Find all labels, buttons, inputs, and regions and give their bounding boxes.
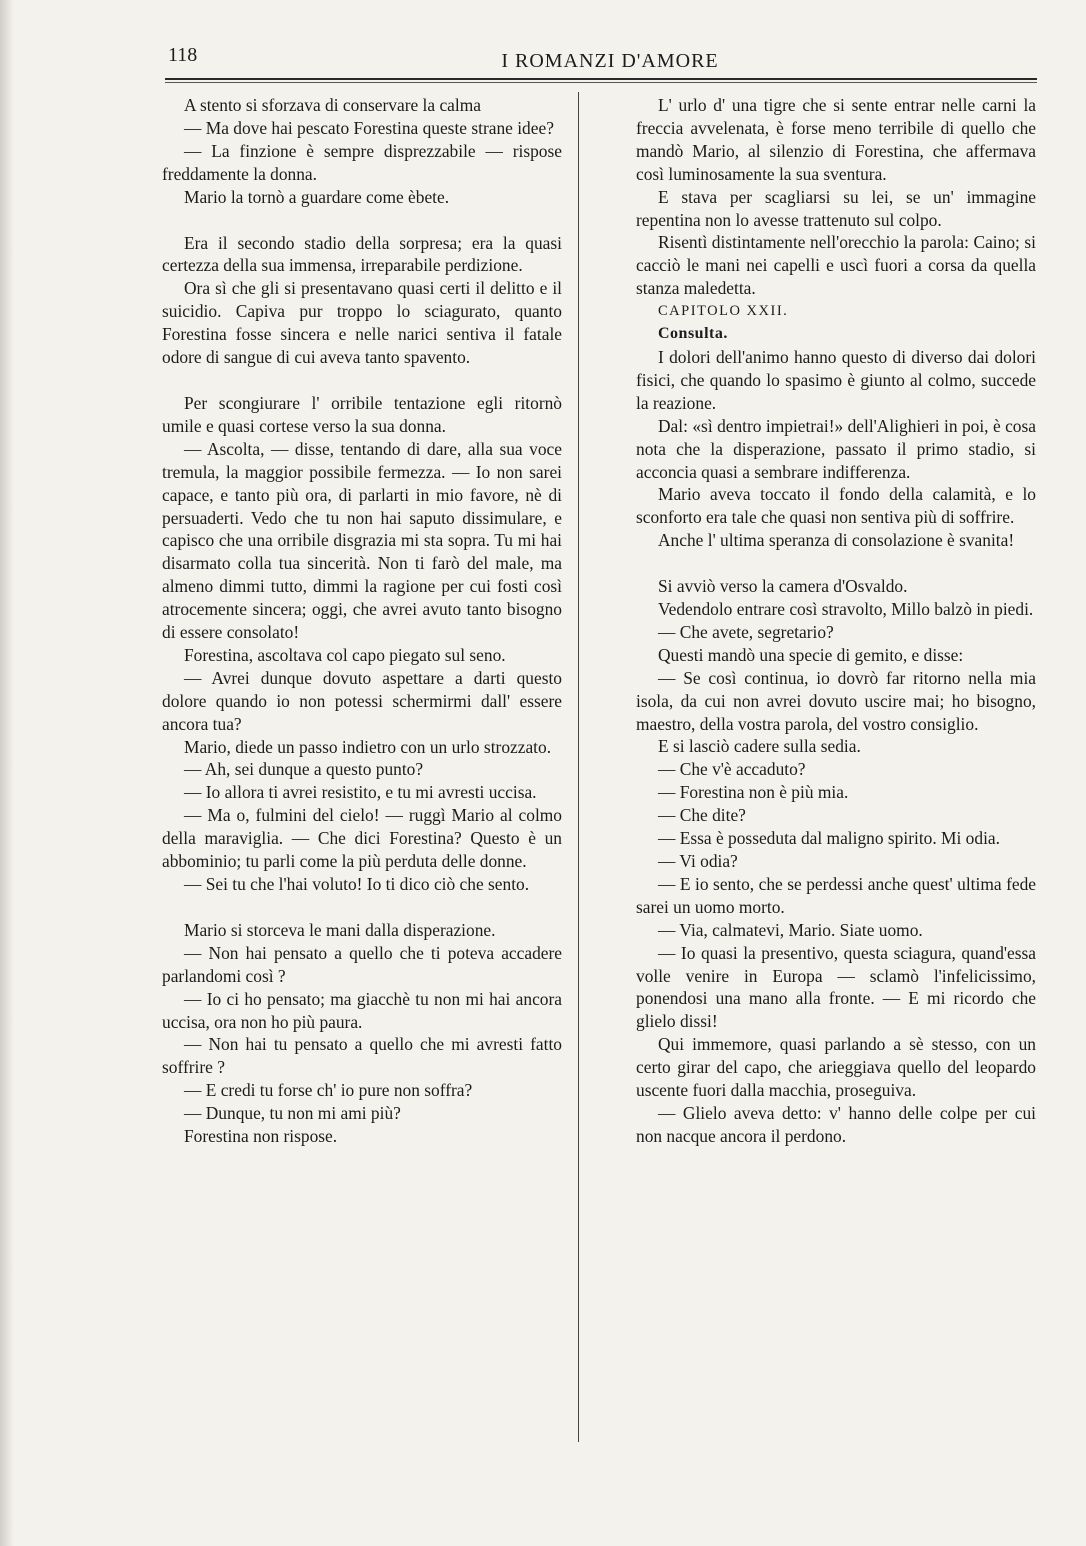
paragraph: Anche l' ultima speranza di consolazione è svanita! (658, 530, 1015, 551)
paragraph: — Forestina non è più mia. (658, 782, 849, 803)
paragraph: Era il secondo stadio della sorpresa; era la quasi certezza della sua immensa, irreparabile perdizione. (162, 232, 562, 276)
paragraph: — Io allora ti avrei resistito, e tu mi avresti uccisa. (184, 782, 537, 803)
paragraph: — Se così continua, io dovrò far ritorno nella mia isola, da cui non avrei dovuto uscire mai; ho bisogno, maestro, della vostra parola, del vostro consiglio. (636, 667, 1036, 734)
paragraph: — Dunque, tu non mi ami più? (184, 1103, 401, 1124)
paragraph: — Vi odia? (658, 851, 738, 871)
right-column-after-chapter (636, 346, 1036, 1148)
paragraph: — E io sento, che se perdessi anche quest' ultima fede sarei un uomo morto. (636, 873, 1036, 917)
right-column-before-chapter (636, 94, 1036, 300)
paragraph: Per scongiurare l' orribile tentazione egli ritornò umile e quasi cortese verso la sua donna. (162, 392, 562, 436)
header-rule-thin (165, 82, 1037, 83)
paragraph: — Che v'è accaduto? (658, 759, 806, 780)
paragraph: Dal: «sì dentro impietrai!» dell'Alighieri in poi, è cosa nota che la disperazione, passato il primo stadio, si acconcia quasi a sembrare indifferenza. (636, 415, 1036, 482)
right-column (636, 94, 1036, 1148)
paragraph: — Io ci ho pensato; ma giacchè tu non mi hai ancora uccisa, ora non ho più paura. (162, 988, 562, 1032)
paragraph: Vedendolo entrare così stravolto, Millo balzò in piedi. (658, 599, 1034, 620)
page-number: 118 (168, 44, 198, 66)
page-edge-shadow (0, 0, 14, 1546)
paragraph: — Ah, sei dunque a questo punto? (184, 759, 424, 780)
paragraph: — Via, calmatevi, Mario. Siate uomo. (658, 919, 923, 940)
chapter-label: CAPITOLO XXII. (658, 303, 789, 320)
paragraph: — Non hai pensato a quello che ti poteva accadere parlandomi così ? (162, 942, 562, 986)
paragraph: — Sei tu che l'hai voluto! Io ti dico ciò che sento. (184, 874, 530, 894)
paragraph: Mario si storceva le mani dalla disperazione. (184, 919, 496, 940)
paragraph: — Ascolta, — disse, tentando di dare, alla sua voce tremula, la maggior possibile fermezza. — Io non sarei capace, e tanto più ora, di parlarti in mio favore, nè di persuaderti. Vedo che tu non hai saputo dissimulare, e capisco che una orribile disgrazia mi sta sopra. Tu mi hai disarmato colla tua sincerità. Non ti farò del male, ma almeno dimmi tutto, dimmi la ragione per cui fosti così atrocemente sincera; oggi, che avrei avuto tanto bisogno di essere consolato! (162, 438, 562, 643)
running-title: I ROMANZI D'AMORE (501, 50, 719, 72)
paragraph: — Io quasi la presentivo, questa sciagura, quand'essa volle venire in Europa — sclamò l'infelicissimo, ponendosi una mano alla fronte. — E mi ricordo che glielo dissi! (636, 942, 1036, 1032)
paragraph: I dolori dell'animo hanno questo di diverso dai dolori fisici, che quando lo spasimo è giunto al colmo, succede la reazione. (636, 346, 1036, 413)
paragraph: — Ma o, fulmini del cielo! — ruggì Mario al colmo della maraviglia. — Che dici Forestina? Questo è un abbominio; tu parli come la più perduta delle donne. (162, 805, 562, 872)
paragraph: L' urlo d' una tigre che si sente entrar nelle carni la freccia avvelenata, è forse meno terribile di quello che mandò Mario, al silenzio di Forestina, che affermava così luminosamente la sua sventura. (636, 95, 1036, 184)
paragraph: E stava per scagliarsi su lei, se un' immagine repentina non lo avesse trattenuto sul colpo. (636, 186, 1036, 230)
paragraph: Forestina non rispose. (184, 1126, 338, 1147)
paragraph: Si avviò verso la camera d'Osvaldo. (658, 576, 908, 597)
paragraph: A stento si sforzava di conservare la calma (184, 95, 481, 115)
paragraph: E si lasciò cadere sulla sedia. (658, 736, 861, 757)
paragraph: Risentì distintamente nell'orecchio la parola: Caino; si cacciò le mani nei capelli e uscì fuori a corsa da quella stanza maledetta. (636, 232, 1036, 299)
paragraph: Forestina, ascoltava col capo piegato sul seno. (184, 644, 506, 665)
paragraph: Questi mandò una specie di gemito, e disse: (658, 644, 964, 665)
paragraph: — Avrei dunque dovuto aspettare a darti questo dolore quando io non potessi schermirmi dall' essere ancora tua? (162, 667, 562, 734)
paragraph: Ora sì che gli si presentavano quasi certi il delitto e il suicidio. Capiva pur troppo lo sciagurato, quanto Forestina fosse sincera e nelle narici sentiva il fatale odore di sangue di cui aveva tanto spavento. (162, 278, 562, 368)
chapter-title: Consulta. (658, 325, 728, 343)
paragraph: Mario, diede un passo indietro con un urlo strozzato. (184, 736, 552, 757)
paragraph: — Essa è posseduta dal maligno spirito. Mi odia. (658, 828, 1000, 849)
column-divider (578, 92, 579, 1442)
paragraph: — Non hai tu pensato a quello che mi avresti fatto soffrire ? (162, 1034, 562, 1078)
left-column (162, 94, 562, 1148)
paragraph: Mario aveva toccato il fondo della calamità, e lo sconforto era tale che quasi non sentiva più di soffrire. (636, 484, 1036, 528)
header-rule (165, 78, 1037, 80)
paragraph: Mario la tornò a guardare come èbete. (184, 186, 450, 207)
paragraph: — Glielo aveva detto: v' hanno delle colpe per cui non nacque ancora il perdono. (636, 1102, 1036, 1146)
paragraph: — Ma dove hai pescato Forestina queste strane idee? (184, 117, 554, 138)
paragraph: — E credi tu forse ch' io pure non soffra? (184, 1080, 473, 1101)
paragraph: — Che avete, segretario? (658, 621, 834, 642)
paragraph: Qui immemore, quasi parlando a sè stesso, con un certo girar del capo, che arieggiava quello del leopardo uscente fuori dalla macchia, proseguiva. (636, 1034, 1036, 1101)
paragraph: — La finzione è sempre disprezzabile — rispose freddamente la donna. (162, 140, 562, 184)
paragraph: — Che dite? (658, 805, 746, 826)
